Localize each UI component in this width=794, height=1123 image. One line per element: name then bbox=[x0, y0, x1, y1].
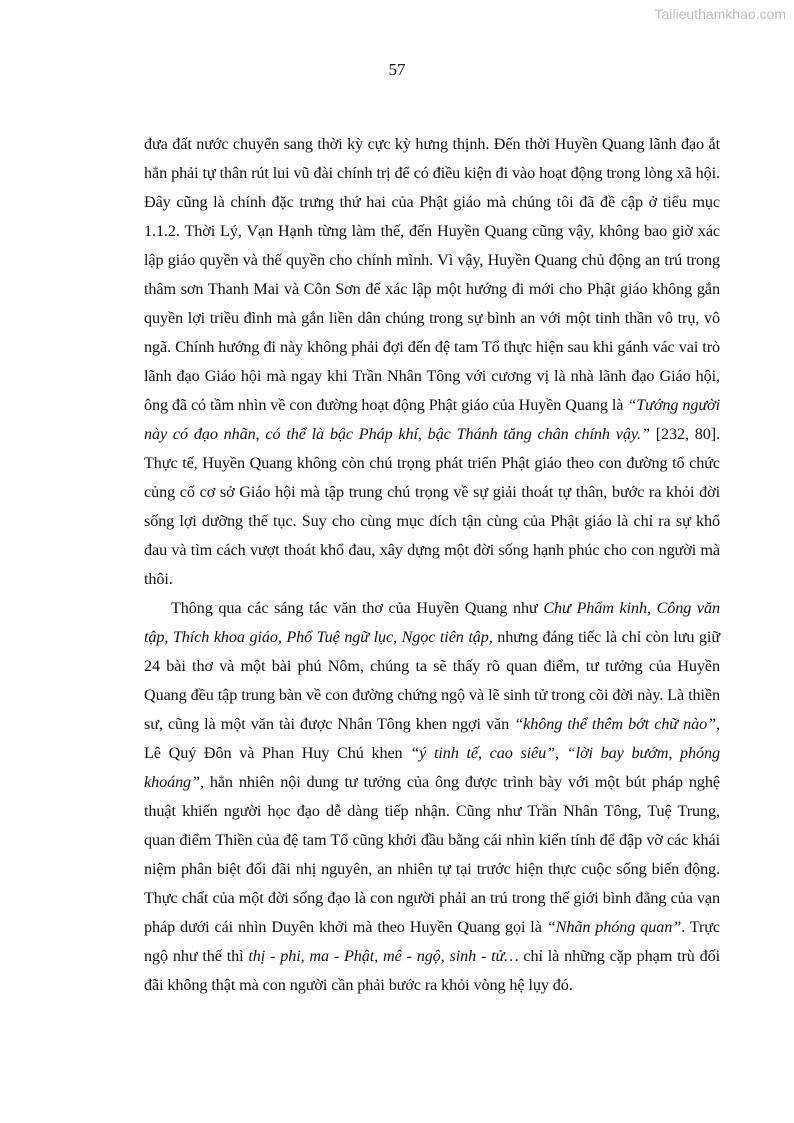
paragraph-text: đưa đất nước chuyển sang thời kỳ cực kỳ hưng thịnh. Đến thời Huyền Quang lãnh đạo ắt hẳn phải tự thân rút lui vũ đài chính trị để có điều kiện đi vào hoạt động trong lòng xã hội. Đây cũng là chính đặc trưng thứ hai của Phật giáo mà chúng tôi đã đề cập ở tiểu mục 1.1.2. Thời Lý, Vạn Hạnh từng làm thế, đến Huyền Quang cũng vậy, không bao giờ xác lập giáo quyền và thế quyền cho chính mình. Vì vậy, Huyền Quang chủ động an trú trong thâm sơn Thanh Mai và Côn Sơn để xác lập một hướng đi mới cho Phật giáo không gắn quyền lợi triều đình mà gắn liền dân chúng trong sự bình an với một tinh thần vô trụ, vô ngã. Chính hướng đi này không phải đợi đến đệ tam Tổ thực hiện sau khi gánh vác vai trò lãnh đạo Giáo hội mà ngay khi Trần Nhân Tông với cương vị là nhà lãnh đạo Giáo hội, ông đã có tầm nhìn về con đường hoạt động Phật giáo của Huyền Quang là bbox=[144, 135, 720, 414]
quoted-text: “ý tinh tế, cao siêu”, “lời bay bướm, phóng khoáng”, bbox=[144, 744, 720, 791]
quoted-text: “Tướng người này có đạo nhãn, có thể là bậc Pháp khí, bậc Thánh tăng chân chính vậy.” bbox=[144, 396, 720, 443]
page-number: 57 bbox=[388, 60, 406, 79]
paragraph-text: . Trực ngộ như thế thì bbox=[144, 918, 720, 965]
paragraph-text: hẳn nhiên nội dung tư tưởng của ông được trình bày với một bút pháp nghệ thuật khiến người học đạo dễ dàng tiếp nhận. Cũng như Trần Nhân Tông, Tuệ Trung, quan điểm Thiền của đệ tam Tổ cũng khởi đầu bằng cái nhìn kiến tính để đập vỡ các khái niệm phân biệt đối đãi nhị nguyên, an nhiên tự tại trước hiện thực cuộc sống biến động. Thực chất của một đời sống đạo là con người phải an trú trong thế giới bình đẳng của vạn pháp dưới cái nhìn Duyên khởi mà theo Huyền Quang gọi là bbox=[144, 773, 720, 936]
quoted-text: “Nhãn phóng quan” bbox=[546, 918, 682, 936]
paragraph-2 bbox=[144, 594, 720, 1000]
paragraph-text: chỉ là những cặp phạm trù đối đãi không thật mà con người cần phải bước ra khỏi vòng hệ lụy đó. bbox=[144, 947, 721, 994]
paragraph-1 bbox=[144, 130, 720, 594]
paragraph-text: nhưng đáng tiếc là chỉ còn lưu giữ 24 bài thơ và một bài phú Nôm, chúng ta sẽ thấy rõ quan điểm, tư tưởng của Huyền Quang đều tập trung bàn về con đường chứng ngộ và lẽ sinh tử trong cõi đời này. Là thiền sư, cũng là một văn tài được Nhân Tông khen ngợi văn bbox=[144, 628, 720, 733]
paragraph-text: [232, 80]. Thực tế, Huyền Quang không còn chú trọng phát triển Phật giáo theo con đường tổ chức củng cố cơ sở Giáo hội mà tập trung chú trọng về sự giải thoát tự thân, bước ra khỏi đời sống lợi dưỡng thế tục. Suy cho cùng mục đích tận cùng của Phật giáo là chỉ ra sự khổ đau và tìm cách vượt thoát khổ đau, xây dựng một đời sống hạnh phúc cho con người mà thôi. bbox=[144, 425, 720, 588]
italic-text: thị - phi, ma - Phật, mê - ngộ, sinh - tử… bbox=[248, 947, 519, 965]
paragraph-text: Thông qua các sáng tác văn thơ của Huyền Quang như bbox=[171, 599, 544, 617]
body-text bbox=[144, 130, 720, 1000]
paragraph-text: , Lê Quý Đôn và Phan Huy Chú khen bbox=[144, 715, 720, 762]
work-titles: Chư Phẩm kinh, Công văn tập, Thích khoa giáo, Phổ Tuệ ngữ lục, Ngọc tiên tập, bbox=[144, 599, 720, 646]
watermark-text: Tailieuthamkhao.com bbox=[654, 6, 786, 22]
quoted-text: “không thể thêm bớt chữ nào” bbox=[514, 715, 717, 733]
